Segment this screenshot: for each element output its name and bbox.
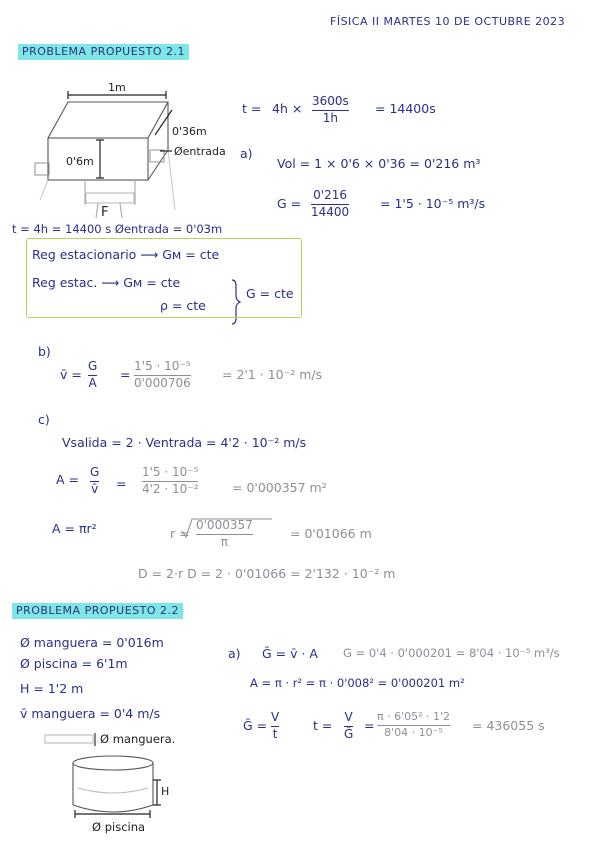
p22-t-frac2 <box>344 711 353 742</box>
c-r-num: 0'000357 <box>196 518 253 532</box>
time-eq-result: = 14400s <box>375 101 436 116</box>
width-label: 1m <box>108 81 126 94</box>
c-pi-r2: A = πr² <box>52 521 97 536</box>
problem-2-2-title: PROBLEMA PROPUESTO 2.2 <box>12 603 183 619</box>
given-pool-diameter: Ø piscina = 6'1m <box>20 656 128 671</box>
c-r-lhs: r = <box>170 526 190 541</box>
c-area-frac2 <box>142 466 198 497</box>
c-n1: G <box>90 465 100 479</box>
part-a-label: a) <box>240 146 253 161</box>
b-eq-frac1 <box>88 360 97 391</box>
b-eq-eq: = <box>120 367 131 382</box>
depth-label: 0'36m <box>172 125 207 138</box>
b-d1: A <box>88 375 97 390</box>
box-brace-result: G = cte <box>246 286 294 301</box>
b-n1: G <box>88 359 98 373</box>
p22-t-eq: = <box>364 718 375 733</box>
flow-eq-fraction <box>311 189 349 220</box>
force-label: F <box>101 205 109 220</box>
p22-n3: π · 6'05² · 1'2 <box>377 710 451 723</box>
c-r-frac <box>196 519 253 550</box>
page-header: FÍSICA II MARTES 10 DE OCTUBRE 2023 <box>330 15 566 28</box>
height-label: 0'6m <box>66 155 94 168</box>
given-height: H = 1'2 m <box>20 681 84 696</box>
p22-flow-calc: G = 0'4 · 0'000201 = 8'04 · 10⁻⁵ m³/s <box>343 646 560 660</box>
part-b-label: b) <box>38 344 51 359</box>
part-c-label: c) <box>38 412 50 427</box>
p22-n2: V <box>344 710 353 724</box>
hose-label: Ø manguera. <box>100 732 176 746</box>
b-n2: 1'5 · 10⁻⁵ <box>134 359 191 373</box>
p22-t-lhs: Ḡ = <box>243 718 268 733</box>
time-eq-lhs: t = <box>242 101 262 116</box>
given-hose-diameter: Ø manguera = 0'016m <box>20 635 164 650</box>
pool-diameter-label: Ø piscina <box>92 820 146 834</box>
flow-eq-lhs: G = <box>277 196 302 211</box>
c-area-lhs: A = <box>56 472 79 487</box>
p22-t-frac1 <box>271 711 279 742</box>
c-diameter: D = 2·r D = 2 · 0'01066 = 2'132 · 10⁻² m <box>138 566 396 581</box>
flow-den: 14400 <box>311 204 350 219</box>
time-eq-mid: 4h × <box>272 101 303 116</box>
c-outlet-velocity: Vsalida = 2 · Ventrada = 4'2 · 10⁻² m/s <box>62 435 307 450</box>
p22-d1: t <box>272 726 278 741</box>
time-den: 1h <box>322 110 339 125</box>
c-area-frac1 <box>90 466 99 497</box>
given-hose-velocity: v̄ manguera = 0'4 m/s <box>20 706 161 721</box>
p22-t-sym: t = <box>313 718 333 733</box>
box-line-3: ρ = cte <box>160 298 206 313</box>
time-eq-fraction <box>312 95 349 126</box>
pool-height-label: H <box>161 785 170 798</box>
volume-eq: Vol = 1 × 0'6 × 0'36 = 0'216 m³ <box>277 156 481 171</box>
problem-2-1-title: PROBLEMA PROPUESTO 2.1 <box>18 44 189 60</box>
p22-n1: V <box>271 710 280 724</box>
given-data: t = 4h = 14400 s Øentrada = 0'03m <box>12 222 223 236</box>
b-eq-lhs: v̄ = <box>60 367 82 382</box>
p22-t-result: = 436055 s <box>472 718 545 733</box>
box-line-2: Reg estac. ⟶ Gм = cte <box>32 275 181 290</box>
flow-num: 0'216 <box>313 188 348 202</box>
flow-eq-result: = 1'5 · 10⁻⁵ m³/s <box>380 196 486 211</box>
p22-area: A = π · r² = π · 0'008² = 0'000201 m² <box>250 676 465 690</box>
p22-flow-def: Ḡ = v̄ · A <box>262 646 318 661</box>
c-n2: 1'5 · 10⁻⁵ <box>142 465 199 479</box>
b-d2: 0'000706 <box>134 375 191 390</box>
c-d2: 4'2 · 10⁻² <box>142 481 199 496</box>
c-area-result: = 0'000357 m² <box>232 480 327 495</box>
box-line-1: Reg estacionario ⟶ Gм = cte <box>32 247 220 262</box>
p22-t-frac3 <box>377 711 450 739</box>
p22-a-label: a) <box>228 646 241 661</box>
c-area-eq: = <box>116 476 127 491</box>
b-eq-result: = 2'1 · 10⁻² m/s <box>222 367 323 382</box>
c-r-result: = 0'01066 m <box>290 526 372 541</box>
c-r-den: π <box>220 534 228 549</box>
p22-d2: Ḡ <box>344 726 354 741</box>
inlet-label: Øentrada <box>174 145 226 158</box>
p22-d3: 8'04 · 10⁻⁵ <box>384 725 443 739</box>
b-eq-frac2 <box>134 360 191 391</box>
c-d1: v̄ <box>91 481 99 496</box>
time-num: 3600s <box>312 94 349 108</box>
